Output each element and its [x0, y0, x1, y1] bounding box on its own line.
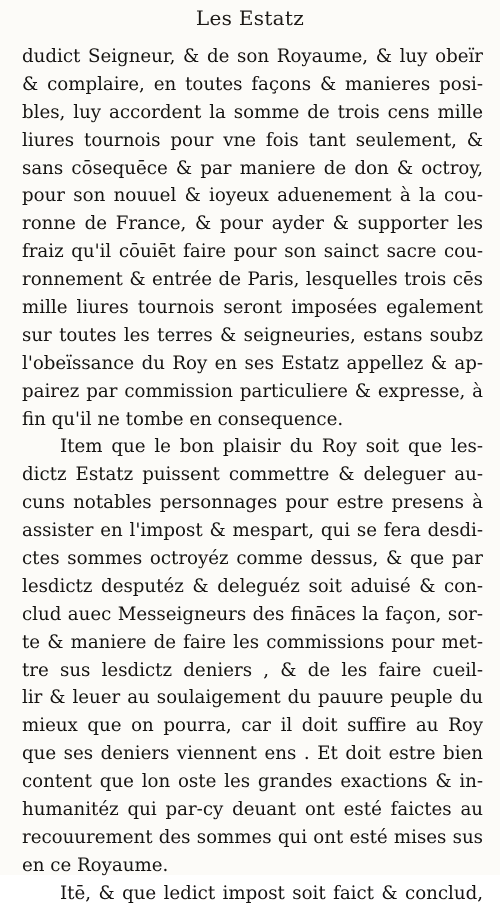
text-line: cuns notables personnages pour estre presens à: [22, 492, 483, 514]
text-line: tre sus lesdictz deniers , & de les faire cueil-: [22, 659, 483, 681]
text-line: ctes sommes octroyéz comme dessus, & que par: [22, 548, 483, 570]
running-head: Les Estatz: [195, 6, 305, 30]
body-text: [22, 43, 483, 908]
text-line: dictz Estatz puissent commettre & deleguer au-: [22, 464, 483, 486]
text-line: sur toutes les terres & seigneuries, estans soubz: [22, 324, 483, 346]
paragraph: [22, 880, 483, 908]
text-line: dudict Seigneur, & de son Royaume, & luy obeïr: [22, 46, 483, 67]
text-line: humanitéz qui par-cy deuant ont esté faictes au: [22, 799, 483, 821]
text-line: te & maniere de faire les commissions pour met-: [22, 631, 483, 653]
text-line: Item que le bon plaisir du Roy soit que les-: [60, 436, 483, 458]
text-line: pour son nouuel & ioyeux aduenement à la cou-: [22, 185, 483, 207]
text-line: mieux que on pourra, car il doit suffire au Roy: [22, 715, 483, 737]
text-line: clud auec Messeigneurs des fināces la façon, sor-: [22, 603, 483, 625]
text-line: que ses deniers viennent ens . Et doit estre bien: [22, 743, 483, 765]
text-line: mille liures tournois seront imposées egalement: [22, 297, 483, 319]
text-line: lir & leuer au soulaigement du pauure peuple du: [22, 687, 483, 709]
text-line: ronnement & entrée de Paris, lesquelles trois cēs: [22, 269, 483, 291]
text-line: Itē, & que ledict impost soit faict & conclud,: [60, 882, 483, 904]
paragraph: [22, 43, 483, 433]
text-line: fin qu'il ne tombe en consequence.: [22, 408, 344, 430]
text-line: fraiz qu'il cōuiēt faire pour son sainct sacre cou-: [22, 241, 483, 263]
text-line: content que lon oste les grandes exactions & in-: [22, 771, 483, 793]
text-line: l'obeïssance du Roy en ses Estatz appellez & ap-: [22, 352, 483, 374]
text-line: bles, luy accordent la somme de trois cens mille: [22, 101, 483, 123]
text-line: sans cōsequēce & par maniere de don & octroy,: [22, 157, 483, 179]
paragraph: [22, 433, 483, 879]
text-line: & complaire, en toutes façons & manieres posi-: [22, 73, 483, 95]
text-line: liures tournois pour vne fois tant seulement, &: [22, 129, 483, 151]
text-line: pairez par commission particuliere & expresse, à: [22, 380, 483, 402]
text-line: ronne de France, & pour ayder & supporter les: [22, 213, 483, 235]
text-line: assister en l'impost & mespart, qui se fera desdi-: [22, 520, 483, 542]
text-line: lesdictz desputéz & deleguéz soit aduisé & con-: [22, 575, 483, 597]
text-line: en ce Royaume.: [22, 854, 169, 876]
text-line: recouurement des sommes qui ont esté mises sus: [22, 826, 483, 848]
